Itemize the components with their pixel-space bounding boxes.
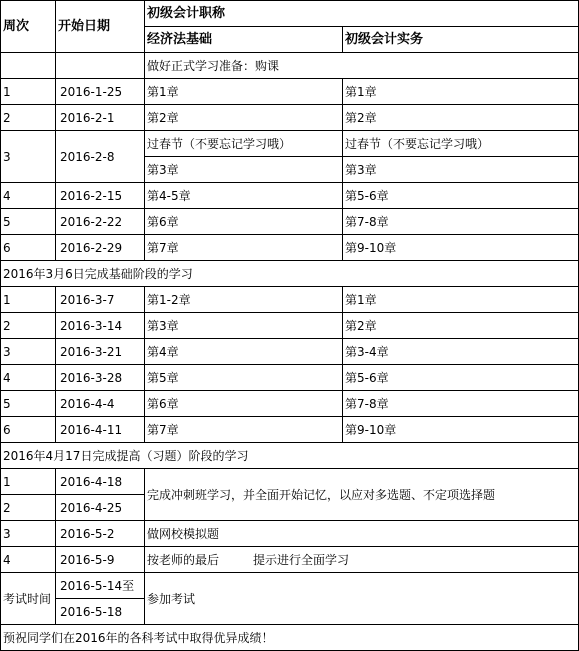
week-cell: 4 xyxy=(1,183,56,209)
accounting-practice-cell: 第2章 xyxy=(343,105,579,131)
accounting-practice-cell: 第3-4章 xyxy=(343,339,579,365)
accounting-practice-cell: 第3章 xyxy=(343,157,579,183)
week-cell: 6 xyxy=(1,235,56,261)
header-subject-economic-law: 经济法基础 xyxy=(145,27,343,53)
table-row xyxy=(1,131,579,157)
economic-law-cell: 第7章 xyxy=(145,417,343,443)
accounting-practice-cell: 第1章 xyxy=(343,79,579,105)
date-cell: 2016-2-8 xyxy=(56,131,145,183)
economic-law-cell: 第1章 xyxy=(145,79,343,105)
week-cell: 3 xyxy=(1,131,56,183)
economic-law-cell: 第2章 xyxy=(145,105,343,131)
table-row xyxy=(1,235,579,261)
economic-law-cell: 第4章 xyxy=(145,339,343,365)
exam-label: 考试时间 xyxy=(1,573,56,625)
date-cell: 2016-3-14 xyxy=(56,313,145,339)
table-row xyxy=(1,79,579,105)
week-cell: 2 xyxy=(1,105,56,131)
accounting-practice-cell: 第9-10章 xyxy=(343,417,579,443)
exam-task: 参加考试 xyxy=(145,573,579,625)
date-cell: 2016-2-1 xyxy=(56,105,145,131)
accounting-practice-cell: 过春节（不要忘记学习哦） xyxy=(343,131,579,157)
economic-law-cell: 第1-2章 xyxy=(145,287,343,313)
exam-date-to: 2016-5-18 xyxy=(56,599,145,625)
date-cell: 2016-1-25 xyxy=(56,79,145,105)
header-title: 初级会计职称 xyxy=(145,1,579,27)
task-cell xyxy=(145,547,579,573)
table-row xyxy=(1,313,579,339)
accounting-practice-cell: 第1章 xyxy=(343,287,579,313)
week-cell: 4 xyxy=(1,547,56,573)
week-cell: 3 xyxy=(1,339,56,365)
accounting-practice-cell: 第2章 xyxy=(343,313,579,339)
economic-law-cell: 第6章 xyxy=(145,209,343,235)
table-row xyxy=(1,547,579,573)
date-cell: 2016-4-4 xyxy=(56,391,145,417)
week-cell: 4 xyxy=(1,365,56,391)
date-cell: 2016-2-22 xyxy=(56,209,145,235)
task-text-part2: 提示进行全面学习 xyxy=(253,552,350,567)
date-cell: 2016-2-29 xyxy=(56,235,145,261)
phase-complete-note: 2016年4月17日完成提高（习题）阶段的学习 xyxy=(1,443,579,469)
date-cell: 2016-3-21 xyxy=(56,339,145,365)
economic-law-cell: 第7章 xyxy=(145,235,343,261)
table-row xyxy=(1,469,579,495)
date-cell: 2016-4-18 xyxy=(56,469,145,495)
task-cell: 做网校模拟题 xyxy=(145,521,579,547)
header-week: 周次 xyxy=(1,1,56,53)
prep-note: 做好正式学习准备：购课 xyxy=(145,53,579,79)
date-cell: 2016-2-15 xyxy=(56,183,145,209)
accounting-practice-cell: 第9-10章 xyxy=(343,235,579,261)
table-row xyxy=(1,105,579,131)
economic-law-cell: 第3章 xyxy=(145,157,343,183)
week-cell: 1 xyxy=(1,79,56,105)
table-row xyxy=(1,209,579,235)
table-row xyxy=(1,391,579,417)
date-cell: 2016-3-7 xyxy=(56,287,145,313)
table-row xyxy=(1,417,579,443)
task-text-part1: 按老师的最后 xyxy=(147,552,220,567)
phase-complete-note: 2016年3月6日完成基础阶段的学习 xyxy=(1,261,579,287)
accounting-practice-cell: 第7-8章 xyxy=(343,209,579,235)
task-cell: 完成冲刺班学习，并全面开始记忆，以应对多选题、不定项选择题 xyxy=(145,469,579,521)
economic-law-cell: 第5章 xyxy=(145,365,343,391)
date-cell: 2016-4-11 xyxy=(56,417,145,443)
week-cell: 5 xyxy=(1,391,56,417)
accounting-practice-cell: 第5-6章 xyxy=(343,365,579,391)
economic-law-cell: 第6章 xyxy=(145,391,343,417)
blank-cell xyxy=(1,53,56,79)
accounting-practice-cell: 第7-8章 xyxy=(343,391,579,417)
economic-law-cell: 过春节（不要忘记学习哦） xyxy=(145,131,343,157)
date-cell: 2016-5-2 xyxy=(56,521,145,547)
economic-law-cell: 第3章 xyxy=(145,313,343,339)
table-row xyxy=(1,183,579,209)
date-cell: 2016-5-9 xyxy=(56,547,145,573)
exam-date-from: 2016-5-14至 xyxy=(56,573,145,599)
table-row xyxy=(1,339,579,365)
table-row xyxy=(1,521,579,547)
week-cell: 2 xyxy=(1,495,56,521)
week-cell: 2 xyxy=(1,313,56,339)
date-cell: 2016-3-28 xyxy=(56,365,145,391)
table-row xyxy=(1,573,579,599)
date-cell: 2016-4-25 xyxy=(56,495,145,521)
accounting-practice-cell: 第5-6章 xyxy=(343,183,579,209)
table-row xyxy=(1,287,579,313)
week-cell: 1 xyxy=(1,287,56,313)
week-cell: 6 xyxy=(1,417,56,443)
week-cell: 3 xyxy=(1,521,56,547)
header-subject-accounting-practice: 初级会计实务 xyxy=(343,27,579,53)
header-start-date: 开始日期 xyxy=(56,1,145,53)
week-cell: 1 xyxy=(1,469,56,495)
blank-cell xyxy=(56,53,145,79)
footer-note: 预祝同学们在2016年的各科考试中取得优异成绩！ xyxy=(1,625,579,651)
table-row xyxy=(1,365,579,391)
economic-law-cell: 第4-5章 xyxy=(145,183,343,209)
week-cell: 5 xyxy=(1,209,56,235)
